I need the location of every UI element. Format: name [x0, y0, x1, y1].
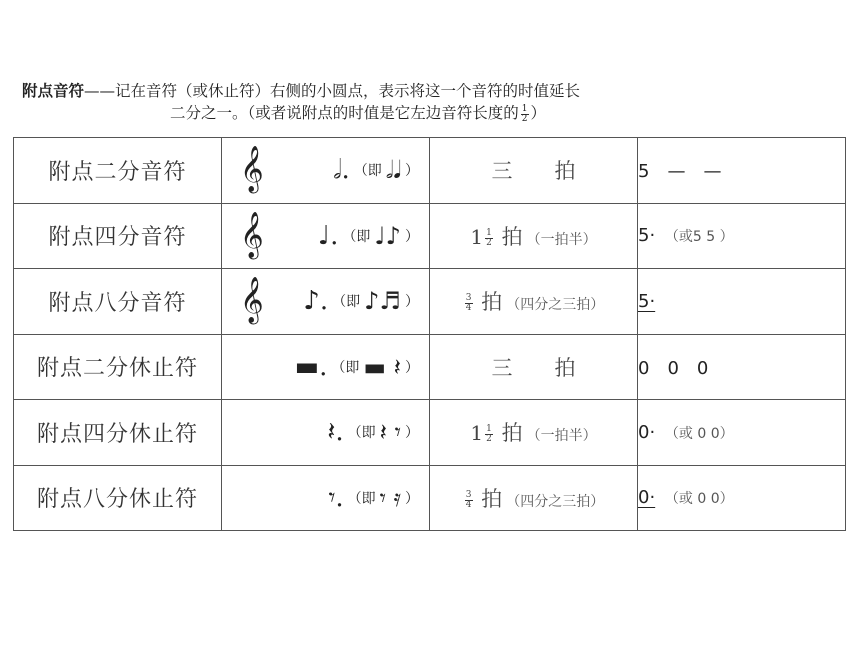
intro-text [22, 80, 842, 124]
beat-count: 三 拍 [430, 138, 638, 204]
paren-open: （即 [347, 425, 376, 442]
beat-fraction: $\frac{1}{2}$ [486, 424, 492, 445]
note-name: 附点八分音符 [14, 269, 222, 335]
staff-notation [222, 334, 430, 400]
paren-close: ） [405, 228, 419, 245]
paren-open: （即 [331, 359, 360, 376]
treble-clef-icon: 𝄞 [240, 277, 264, 323]
jianpu-notation: 5· （或5 5 ） [638, 203, 846, 269]
beat-count: 三 拍 [430, 334, 638, 400]
definition-text: ——记在音符（或休止符）右侧的小圆点，表示将这一个音符的时值延长 [84, 82, 581, 100]
treble-clef-icon: 𝄞 [240, 211, 264, 258]
closing-paren: ） [530, 104, 547, 122]
intro-line-2 [22, 102, 842, 124]
jianpu-notation: 5· [638, 269, 846, 335]
note-name: 附点四分音符 [14, 203, 222, 269]
table-row [14, 465, 846, 531]
table-row [14, 269, 846, 335]
definition-continued: 二分之一。（或者说附点的时值是它左边音符长度的 [170, 104, 519, 122]
paren-open: （即 [342, 228, 371, 245]
dotted-half-note-icon: 𝅗𝅥. [333, 155, 350, 186]
paren-close: ） [405, 294, 419, 311]
staff-notation [222, 400, 430, 466]
fraction-half: $\frac{1}{2}$ [521, 103, 528, 124]
beat-fraction: $\frac{3}{4}$ [465, 489, 472, 510]
beat-fraction: $\frac{3}{4}$ [465, 293, 472, 314]
paren-open: （即 [347, 490, 376, 507]
jianpu-notation: 0· （或 0 0） [638, 465, 846, 531]
paren-close: ） [405, 359, 419, 376]
jianpu-notation: 5 — — [638, 138, 846, 204]
paren-close: ） [405, 490, 419, 507]
staff-notation [222, 203, 430, 269]
note-name: 附点四分休止符 [14, 400, 222, 466]
paren-open: （即 [353, 163, 382, 180]
beat-count: 1 $\frac{1}{2}$ 拍 （一拍半） [430, 400, 638, 466]
rest-combination-icon: 𝄾 𝄿 [379, 483, 401, 512]
treble-clef-icon: 𝄞 [240, 146, 264, 192]
beat-count: 1 $\frac{1}{2}$ 拍 （一拍半） [430, 203, 638, 269]
paren-open: （即 [332, 294, 361, 311]
dotted-eighth-rest-icon: 𝄾. [328, 482, 344, 513]
staff-notation [222, 138, 430, 204]
beat-count: $\frac{3}{4}$ 拍 （四分之三拍） [430, 465, 638, 531]
jianpu-notation: 0 0 0 [638, 334, 846, 400]
jianpu-notation: 0· （或 0 0） [638, 400, 846, 466]
note-name: 附点二分音符 [14, 138, 222, 204]
table-row [14, 334, 846, 400]
tied-notes-icon: ♩♪ [374, 221, 401, 250]
dotted-quarter-rest-icon: 𝄽. [327, 417, 344, 448]
note-name: 附点八分休止符 [14, 465, 222, 531]
term-title: 附点音符 [22, 82, 85, 100]
paren-close: ） [405, 425, 419, 442]
beat-fraction: $\frac{1}{2}$ [486, 227, 492, 248]
staff-notation [222, 465, 430, 531]
note-name: 附点二分休止符 [14, 334, 222, 400]
tied-notes-icon: 𝅗𝅥𝅘𝅥 [385, 156, 401, 185]
paren-close: ） [405, 163, 419, 180]
dotted-quarter-note-icon: ♩. [317, 220, 339, 251]
dotted-note-table [13, 137, 846, 531]
tied-notes-icon: ♪♬ [364, 287, 401, 316]
staff-notation [222, 269, 430, 335]
table-row [14, 400, 846, 466]
intro-line-1 [22, 80, 842, 102]
rest-combination-icon: ▬ 𝄽 [363, 352, 401, 381]
dotted-eighth-note-icon: ♪. [303, 286, 329, 317]
table-row [14, 203, 846, 269]
beat-count: $\frac{3}{4}$ 拍 （四分之三拍） [430, 269, 638, 335]
table-row [14, 138, 846, 204]
dotted-half-rest-icon: ▬. [294, 351, 328, 382]
rest-combination-icon: 𝄽 𝄾 [379, 418, 401, 447]
